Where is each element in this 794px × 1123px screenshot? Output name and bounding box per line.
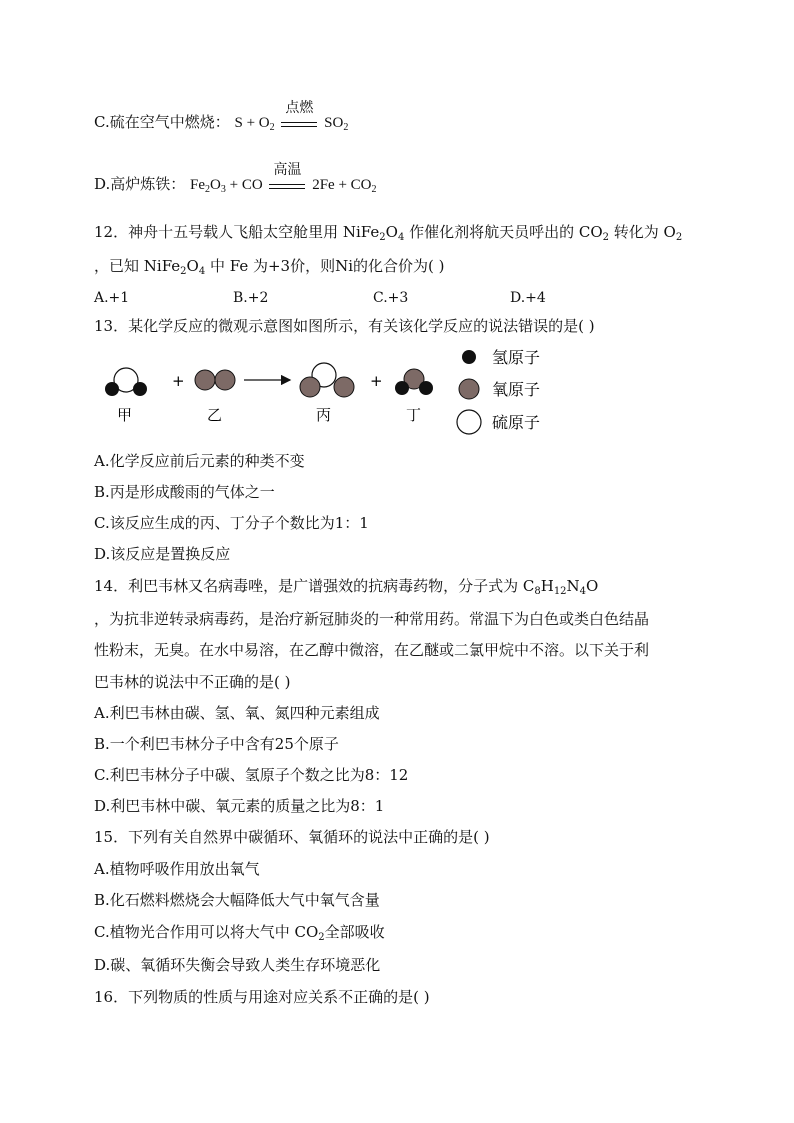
legend-sulfur-icon bbox=[457, 410, 481, 434]
q15-option-d: D.碳、氧循环失衡会导致人类生存环境恶化 bbox=[94, 956, 381, 974]
q12-option-c: C.+3 bbox=[373, 290, 409, 306]
legend bbox=[457, 348, 540, 434]
q11-option-c-equation: $S + O_2$ 点燃 $SO_2$ bbox=[234, 100, 349, 133]
legend-oxygen-label: 氧原子 bbox=[492, 380, 541, 399]
q15-option-b: B.化石燃料燃烧会大幅降低大气中氧气含量 bbox=[94, 891, 380, 909]
plus-sign-1: + bbox=[172, 372, 185, 390]
hydrogen-atom-icon bbox=[105, 382, 119, 396]
legend-hydrogen-label: 氢原子 bbox=[492, 348, 541, 367]
label-bing: 丙 bbox=[316, 406, 332, 424]
hydrogen-atom-icon bbox=[419, 381, 433, 395]
q11-option-c-prefix: C.硫在空气中燃烧： bbox=[94, 113, 230, 131]
q13-option-b: B.丙是形成酸雨的气体之一 bbox=[94, 483, 275, 501]
q12-option-d: D.+4 bbox=[510, 290, 546, 306]
q15-option-c: C.植物光合作用可以将大气中 $CO_2$全部吸收 bbox=[94, 923, 385, 943]
reaction-condition-high-temp: 高温 bbox=[269, 182, 305, 189]
legend-sulfur-label: 硫原子 bbox=[492, 413, 541, 432]
oxygen-atom-icon bbox=[300, 377, 320, 397]
q12-stem-line2: ，已知 $NiFe_2O_4$ 中 Fe 为+3价，则Ni的化合价为( ) bbox=[94, 257, 445, 277]
q14-option-c: C.利巴韦林分子中碳、氢原子个数之比为8：12 bbox=[94, 766, 409, 784]
q12-option-a: A.+1 bbox=[94, 290, 130, 306]
q12-option-b: B.+2 bbox=[233, 290, 269, 306]
hydrogen-atom-icon bbox=[133, 382, 147, 396]
q11-option-c bbox=[94, 100, 349, 138]
q15-stem: 15．下列有关自然界中碳循环、氧循环的说法中正确的是( ) bbox=[94, 828, 490, 846]
q15-option-a: A.植物呼吸作用放出氧气 bbox=[94, 860, 260, 878]
legend-hydrogen-icon bbox=[462, 350, 476, 364]
label-ding: 丁 bbox=[406, 406, 422, 424]
q11-option-d-equation: $Fe_2O_3$ + CO 高温 $2Fe + CO_2$ bbox=[190, 162, 377, 195]
q14-option-b: B.一个利巴韦林分子中含有25个原子 bbox=[94, 735, 339, 753]
label-jia: 甲 bbox=[117, 406, 133, 424]
q11-option-d-prefix: D.高炉炼铁： bbox=[94, 175, 186, 193]
oxygen-atom-icon bbox=[215, 370, 235, 390]
q11-option-d bbox=[94, 162, 377, 200]
molecule-jia bbox=[105, 368, 147, 396]
molecule-ding bbox=[395, 369, 433, 395]
molecule-bing bbox=[300, 363, 354, 397]
reaction-condition-ignite: 点燃 bbox=[281, 120, 317, 127]
q13-option-d: D.该反应是置换反应 bbox=[94, 545, 231, 563]
q14-stem-line4: 巴韦林的说法中不正确的是( ) bbox=[94, 673, 291, 691]
hydrogen-atom-icon bbox=[395, 381, 409, 395]
plus-sign-2: + bbox=[370, 372, 383, 390]
q14-stem-line1: 14．利巴韦林又名病毒唑，是广谱强效的抗病毒药物，分子式为 $C_8H_{12}N_4O$ bbox=[94, 577, 599, 597]
q12-stem-line1: 12．神舟十五号载人飞船太空舱里用 $NiFe_2O_4$ 作催化剂将航天员呼出的 $CO_2$ 转化为 $O_2$ bbox=[94, 223, 683, 243]
q16-stem: 16．下列物质的性质与用途对应关系不正确的是( ) bbox=[94, 988, 430, 1006]
molecule-yi bbox=[195, 370, 235, 390]
q14-option-a: A.利巴韦林由碳、氢、氧、氮四种元素组成 bbox=[94, 704, 380, 722]
label-yi: 乙 bbox=[207, 406, 223, 424]
q14-option-d: D.利巴韦林中碳、氧元素的质量之比为8：1 bbox=[94, 797, 385, 815]
q14-stem-line2: ，为抗非逆转录病毒药，是治疗新冠肺炎的一种常用药。常温下为白色或类白色结晶 bbox=[94, 610, 650, 628]
q13-option-c: C.该反应生成的丙、丁分子个数比为1：1 bbox=[94, 514, 369, 532]
legend-oxygen-icon bbox=[459, 379, 479, 399]
q13-stem: 13．某化学反应的微观示意图如图所示，有关该化学反应的说法错误的是( ) bbox=[94, 317, 595, 335]
q13-option-a: A.化学反应前后元素的种类不变 bbox=[94, 452, 305, 470]
oxygen-atom-icon bbox=[195, 370, 215, 390]
q14-stem-line3: 性粉末，无臭。在水中易溶，在乙醇中微溶，在乙醚或二氯甲烷中不溶。以下关于利 bbox=[94, 641, 650, 659]
oxygen-atom-icon bbox=[334, 377, 354, 397]
reaction-micro-diagram bbox=[94, 342, 574, 442]
